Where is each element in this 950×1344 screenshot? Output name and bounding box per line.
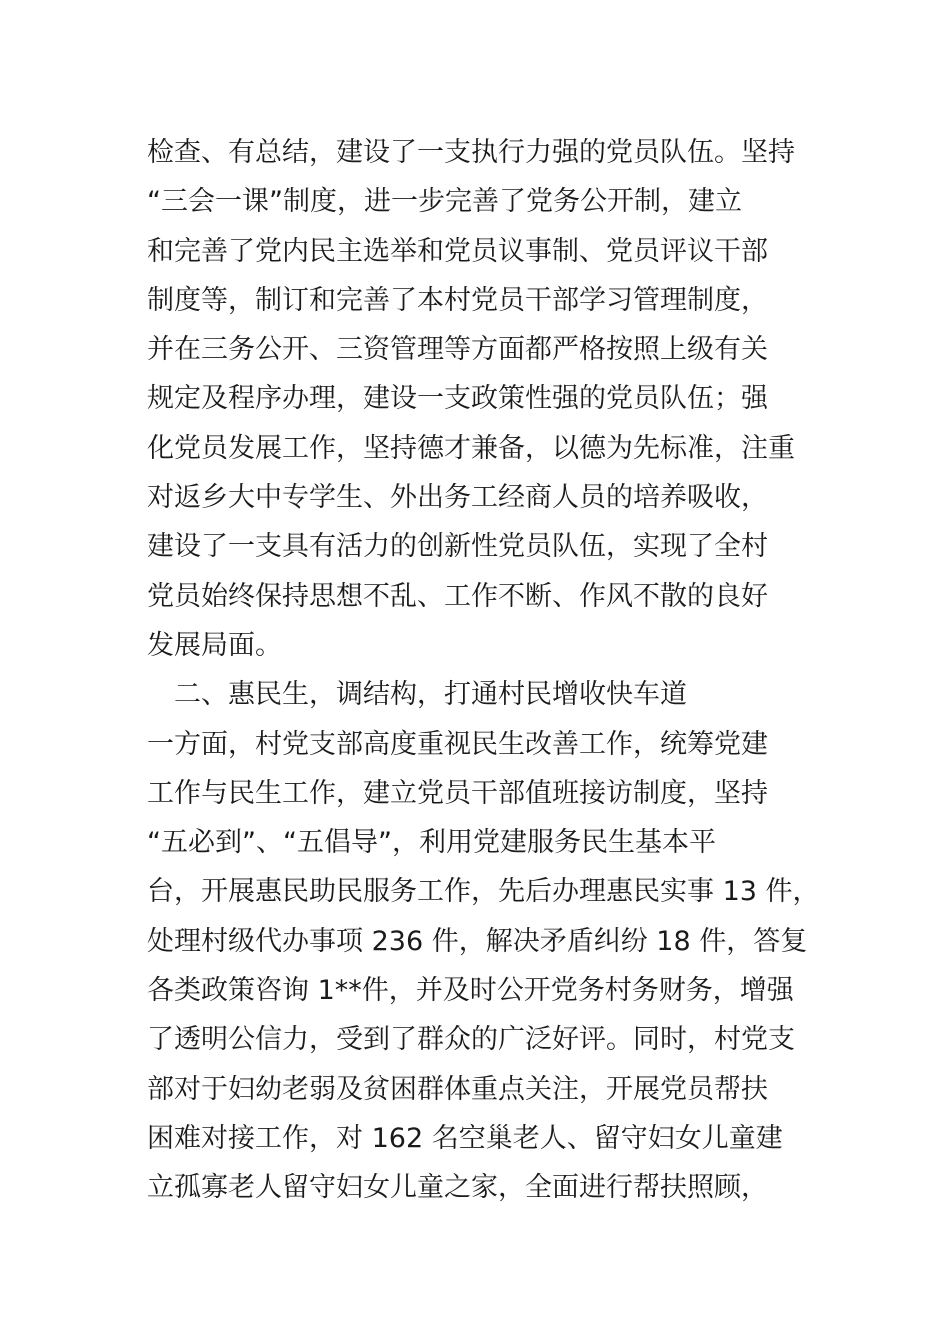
text-line: 规定及程序办理，建设一支政策性强的党员队伍；强 (147, 383, 768, 415)
text-line: 部对于妇幼老弱及贫困群体重点关注，开展党员帮扶 (147, 1073, 768, 1105)
text-line: 一方面，村党支部高度重视民生改善工作，统筹党建 (147, 728, 768, 760)
text-line: “三会一课”制度，进一步完善了党务公开制，建立 (147, 186, 742, 218)
text-line: 对返乡大中专学生、外出务工经商人员的培养吸收， (147, 482, 768, 514)
text-line: 工作与民生工作，建立党员干部值班接访制度，坚持 (147, 777, 768, 809)
text-line: 党员始终保持思想不乱、工作不断、作风不散的良好 (147, 580, 768, 612)
section-heading: 二、惠民生，调结构，打通村民增收快车道 (174, 679, 687, 711)
body-text (147, 128, 827, 1213)
text-line: 立孤寡老人留守妇女儿童之家，全面进行帮扶照顾， (147, 1172, 768, 1204)
text-line: 了透明公信力，受到了群众的广泛好评。同时，村党支 (147, 1024, 795, 1056)
text-line: 建设了一支具有活力的创新性党员队伍，实现了全村 (147, 531, 768, 563)
text-line: 并在三务公开、三资管理等方面都严格按照上级有关 (147, 334, 768, 366)
text-line: 和完善了党内民主选举和党员议事制、党员评议干部 (147, 235, 768, 267)
text-line: 处理村级代办事项 236 件，解决矛盾纠纷 18 件，答复 (147, 925, 808, 957)
text-line: 检查、有总结，建设了一支执行力强的党员队伍。坚持 (147, 137, 795, 168)
text-line: 各类政策咨询 1**件，并及时公开党务村务财务，增强 (147, 975, 794, 1007)
text-line: 化党员发展工作，坚持德才兼备，以德为先标准，注重 (147, 432, 795, 464)
text-line: 困难对接工作，对 162 名空巢老人、留守妇女儿童建 (147, 1122, 783, 1154)
text-line: “五必到”、“五倡导”，利用党建服务民生基本平 (147, 827, 716, 859)
text-line: 发展局面。 (147, 629, 282, 661)
text-line: 台，开展惠民助民服务工作，先后办理惠民实事 13 件， (147, 876, 820, 908)
text-line: 制度等，制订和完善了本村党员干部学习管理制度， (147, 284, 768, 316)
